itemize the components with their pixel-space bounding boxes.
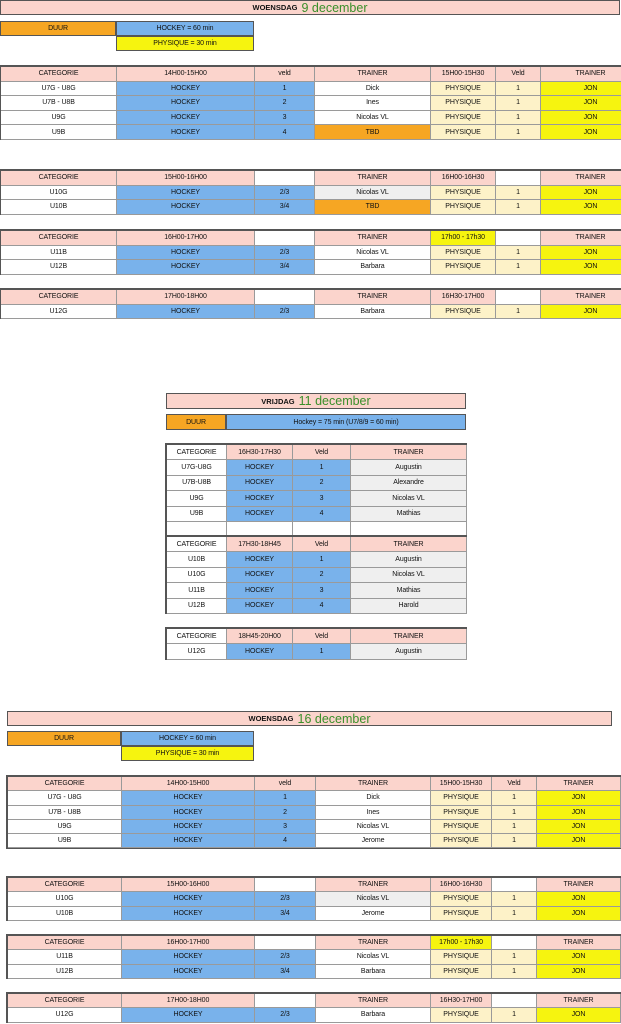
- section2-table-3: [166, 628, 466, 659]
- table-header-cell: TRAINER: [316, 936, 431, 950]
- table-cell: 1: [492, 892, 537, 906]
- table-cell: Augustin: [351, 460, 467, 475]
- table-header-cell: Veld: [293, 537, 351, 552]
- section2-title-bar: [166, 393, 466, 409]
- table-cell: 1: [492, 806, 537, 820]
- table-header-cell: veld: [255, 777, 316, 791]
- table-cell: TBD: [315, 200, 431, 215]
- table-cell: TBD: [315, 125, 431, 140]
- table-cell: HOCKEY: [122, 907, 255, 921]
- table-cell: 2: [255, 806, 316, 820]
- table-cell: 1: [492, 907, 537, 921]
- table-header-cell: 16H30-17H00: [431, 290, 496, 305]
- table-header-cell: CATEGORIE: [167, 629, 227, 644]
- table-cell: HOCKEY: [227, 460, 293, 475]
- table-cell: 1: [496, 96, 541, 111]
- section1-date: 9 december: [301, 0, 368, 15]
- table-cell: Ines: [316, 806, 431, 820]
- section2-table-1: [166, 444, 466, 536]
- table-cell: 1: [492, 950, 537, 964]
- table-header-cell: 17H00-18H00: [122, 994, 255, 1008]
- table-cell: Alexandre: [351, 476, 467, 491]
- table-cell: 1: [293, 644, 351, 659]
- table-cell: HOCKEY: [122, 892, 255, 906]
- section2-hockey-duration: Hockey = 75 min (U7/8/9 = 60 min): [226, 414, 466, 430]
- table-header-cell: 15H00-16H00: [117, 171, 255, 186]
- table-header-cell: CATEGORIE: [167, 537, 227, 552]
- table-header-cell: [492, 936, 537, 950]
- table-cell: PHYSIQUE: [431, 965, 492, 979]
- table-cell: 2: [255, 96, 315, 111]
- table-cell: Nicolas VL: [315, 111, 431, 126]
- table-header-cell: [255, 994, 316, 1008]
- table-cell: U12G: [167, 644, 227, 659]
- table-cell: PHYSIQUE: [431, 806, 492, 820]
- section1-table-1: [0, 66, 621, 139]
- table-header-cell: TRAINER: [316, 878, 431, 892]
- table-header-cell: CATEGORIE: [8, 878, 122, 892]
- table-cell: JON: [541, 111, 621, 126]
- table-header-cell: TRAINER: [537, 777, 621, 791]
- table-header-cell: TRAINER: [541, 171, 621, 186]
- section3-physique-duration: PHYSIQUE = 30 min: [121, 746, 254, 761]
- table-cell: PHYSIQUE: [431, 246, 496, 261]
- table-cell: 4: [293, 599, 351, 614]
- table-cell: PHYSIQUE: [431, 260, 496, 275]
- table-cell: JON: [541, 260, 621, 275]
- table-cell: HOCKEY: [117, 96, 255, 111]
- table-cell: HOCKEY: [122, 820, 255, 834]
- table-cell: 3/4: [255, 200, 315, 215]
- section3-hockey-duration: HOCKEY = 60 min: [121, 731, 254, 746]
- table-header-cell: 16H00-17H00: [117, 231, 255, 246]
- table-cell: 1: [496, 305, 541, 320]
- table-cell: HOCKEY: [117, 125, 255, 140]
- table-cell: 4: [255, 834, 316, 848]
- table-header-cell: 15H00-15H30: [431, 777, 492, 791]
- table-cell: HOCKEY: [227, 599, 293, 614]
- table-header-cell: 16H00-17H00: [122, 936, 255, 950]
- table-header-cell: Veld: [293, 629, 351, 644]
- table-cell: PHYSIQUE: [431, 907, 492, 921]
- section2-table-2: [166, 536, 466, 613]
- table-cell: PHYSIQUE: [431, 834, 492, 848]
- table-header-cell: CATEGORIE: [1, 171, 117, 186]
- table-header-cell: TRAINER: [315, 67, 431, 82]
- section1-table-4: [0, 289, 621, 318]
- table-header-cell: 17h00 - 17h30: [431, 231, 496, 246]
- table-cell: JON: [537, 834, 621, 848]
- table-header-cell: [492, 994, 537, 1008]
- table-header-cell: [255, 290, 315, 305]
- table-cell: PHYSIQUE: [431, 111, 496, 126]
- table-header-cell: 16H00-16H30: [431, 878, 492, 892]
- table-cell: U7B - U8B: [1, 96, 117, 111]
- table-cell: HOCKEY: [117, 200, 255, 215]
- table-cell: 1: [492, 1008, 537, 1022]
- table-cell: U7B - U8B: [8, 806, 122, 820]
- table-cell: JON: [537, 820, 621, 834]
- table-header-cell: TRAINER: [541, 231, 621, 246]
- table-cell: 4: [293, 507, 351, 522]
- table-cell: Mathias: [351, 507, 467, 522]
- table-cell: PHYSIQUE: [431, 200, 496, 215]
- table-cell: 1: [293, 460, 351, 475]
- table-cell: HOCKEY: [227, 583, 293, 598]
- table-header-cell: 14H00-15H00: [122, 777, 255, 791]
- table-header-cell: [492, 878, 537, 892]
- table-cell: 1: [255, 791, 316, 805]
- table-cell: PHYSIQUE: [431, 96, 496, 111]
- table-cell: HOCKEY: [117, 82, 255, 97]
- table-cell: PHYSIQUE: [431, 82, 496, 97]
- table-cell: U12B: [167, 599, 227, 614]
- table-cell: Nicolas VL: [316, 892, 431, 906]
- table-cell: JON: [541, 125, 621, 140]
- section2-day: VRIJDAG: [261, 396, 295, 406]
- table-cell: U11B: [167, 583, 227, 598]
- table-cell: JON: [537, 1008, 621, 1022]
- table-cell: JON: [537, 907, 621, 921]
- table-cell: U12B: [1, 260, 117, 275]
- table-header-cell: 15H00-16H00: [122, 878, 255, 892]
- table-cell: Nicolas VL: [351, 568, 467, 583]
- table-cell: Nicolas VL: [316, 820, 431, 834]
- table-header-cell: CATEGORIE: [167, 445, 227, 460]
- table-header-cell: [255, 878, 316, 892]
- table-cell: 2/3: [255, 186, 315, 201]
- table-cell: HOCKEY: [227, 568, 293, 583]
- table-cell: 3/4: [255, 260, 315, 275]
- table-cell: U10G: [167, 568, 227, 583]
- table-cell: 3: [255, 111, 315, 126]
- table-cell: HOCKEY: [227, 491, 293, 506]
- table-header-cell: TRAINER: [351, 445, 467, 460]
- table-header-cell: 16H00-16H30: [431, 171, 496, 186]
- table-cell: Barbara: [315, 260, 431, 275]
- table-cell: 1: [492, 791, 537, 805]
- table-cell: Nicolas VL: [315, 246, 431, 261]
- table-cell: U12B: [8, 965, 122, 979]
- table-cell: U7B-U8B: [167, 476, 227, 491]
- table-header-cell: 17H30-18H45: [227, 537, 293, 552]
- table-cell: Nicolas VL: [315, 186, 431, 201]
- table-cell: HOCKEY: [227, 552, 293, 567]
- table-header-cell: CATEGORIE: [1, 67, 117, 82]
- table-cell: U10B: [167, 552, 227, 567]
- table-cell: 2/3: [255, 1008, 316, 1022]
- table-header-cell: [496, 171, 541, 186]
- section3-table-4: [7, 993, 620, 1022]
- section1-duur-label: DUUR: [0, 21, 116, 36]
- table-cell: Dick: [315, 82, 431, 97]
- table-header-cell: Veld: [492, 777, 537, 791]
- table-cell: PHYSIQUE: [431, 950, 492, 964]
- table-cell: 1: [496, 200, 541, 215]
- table-cell: 3/4: [255, 965, 316, 979]
- table-cell: U9B: [8, 834, 122, 848]
- table-header-cell: TRAINER: [351, 537, 467, 552]
- table-cell: JON: [541, 186, 621, 201]
- table-cell: PHYSIQUE: [431, 791, 492, 805]
- table-cell: 1: [492, 834, 537, 848]
- table-header-cell: CATEGORIE: [8, 777, 122, 791]
- table-cell: 4: [255, 125, 315, 140]
- table-header-cell: CATEGORIE: [1, 231, 117, 246]
- table-cell: JON: [541, 96, 621, 111]
- table-cell: 2/3: [255, 246, 315, 261]
- table-cell: HOCKEY: [122, 950, 255, 964]
- table-header-cell: TRAINER: [351, 629, 467, 644]
- table-header-cell: veld: [255, 67, 315, 82]
- table-cell: U10B: [1, 200, 117, 215]
- table-cell: Mathias: [351, 583, 467, 598]
- table-header-cell: TRAINER: [315, 171, 431, 186]
- table-header-cell: [496, 290, 541, 305]
- table-header-cell: [496, 231, 541, 246]
- table-cell: 3: [293, 491, 351, 506]
- table-header-cell: [255, 171, 315, 186]
- table-cell: JON: [541, 82, 621, 97]
- table-cell: HOCKEY: [117, 186, 255, 201]
- table-cell: HOCKEY: [227, 476, 293, 491]
- table-cell: HOCKEY: [227, 507, 293, 522]
- table-cell: JON: [537, 892, 621, 906]
- table-cell: JON: [541, 246, 621, 261]
- table-header-cell: 15H00-15H30: [431, 67, 496, 82]
- table-cell: HOCKEY: [227, 644, 293, 659]
- table-header-cell: Veld: [293, 445, 351, 460]
- table-cell: HOCKEY: [117, 305, 255, 320]
- table-header-cell: 16H30-17H00: [431, 994, 492, 1008]
- section1-title-bar: [0, 0, 620, 15]
- section3-table-1: [7, 776, 620, 848]
- table-cell: U9G: [8, 820, 122, 834]
- section1-day: WOENSDAG: [252, 3, 298, 12]
- table-cell: JON: [537, 965, 621, 979]
- table-cell: HOCKEY: [117, 246, 255, 261]
- table-header-cell: 14H00-15H00: [117, 67, 255, 82]
- table-cell: 1: [496, 186, 541, 201]
- table-cell: Nicolas VL: [351, 491, 467, 506]
- table-cell: Jerome: [316, 907, 431, 921]
- table-cell: Barbara: [315, 305, 431, 320]
- table-cell: JON: [541, 200, 621, 215]
- table-cell: Augustin: [351, 552, 467, 567]
- table-cell: Dick: [316, 791, 431, 805]
- table-cell: 1: [496, 125, 541, 140]
- table-header-cell: 17h00 - 17h30: [431, 936, 492, 950]
- table-cell: 1: [492, 965, 537, 979]
- table-cell: HOCKEY: [122, 1008, 255, 1022]
- section3-table-2: [7, 877, 620, 920]
- table-cell: U10G: [8, 892, 122, 906]
- table-header-cell: TRAINER: [537, 878, 621, 892]
- table-cell: U12G: [1, 305, 117, 320]
- table-cell: Barbara: [316, 1008, 431, 1022]
- table-cell: Harold: [351, 599, 467, 614]
- table-cell: 1: [496, 111, 541, 126]
- table-cell: HOCKEY: [122, 965, 255, 979]
- table-cell: 1: [293, 552, 351, 567]
- table-cell: JON: [537, 950, 621, 964]
- table-header-cell: CATEGORIE: [1, 290, 117, 305]
- table-header-cell: TRAINER: [541, 290, 621, 305]
- table-cell: PHYSIQUE: [431, 305, 496, 320]
- table-cell: 1: [496, 82, 541, 97]
- table-cell: Barbara: [316, 965, 431, 979]
- table-cell: 2/3: [255, 950, 316, 964]
- table-header-cell: Veld: [496, 67, 541, 82]
- table-cell: 2/3: [255, 892, 316, 906]
- section1-hockey-duration: HOCKEY = 60 min: [116, 21, 254, 36]
- table-cell: U9B: [1, 125, 117, 140]
- table-cell: U12G: [8, 1008, 122, 1022]
- table-header-cell: CATEGORIE: [8, 994, 122, 1008]
- section3-date: 16 december: [297, 711, 371, 726]
- table-cell: PHYSIQUE: [431, 820, 492, 834]
- section3-title-bar: [7, 711, 612, 726]
- table-cell: U11B: [1, 246, 117, 261]
- table-cell: HOCKEY: [122, 834, 255, 848]
- table-header-cell: 16H30-17H30: [227, 445, 293, 460]
- section2-date: 11 december: [298, 394, 371, 408]
- table-header-cell: TRAINER: [541, 67, 621, 82]
- table-cell: U9G: [167, 491, 227, 506]
- table-cell: 1: [496, 246, 541, 261]
- table-header-cell: TRAINER: [316, 777, 431, 791]
- table-cell: JON: [541, 305, 621, 320]
- table-cell: 1: [496, 260, 541, 275]
- section3-duur-label: DUUR: [7, 731, 121, 746]
- table-cell: U9B: [167, 507, 227, 522]
- section3-table-3: [7, 935, 620, 978]
- table-cell: Jerome: [316, 834, 431, 848]
- table-cell: U7G-U8G: [167, 460, 227, 475]
- section3-day: WOENSDAG: [248, 714, 294, 723]
- table-cell: 2: [293, 568, 351, 583]
- section1-table-3: [0, 230, 621, 274]
- table-cell: U10G: [1, 186, 117, 201]
- table-cell: 2/3: [255, 305, 315, 320]
- table-cell: JON: [537, 791, 621, 805]
- table-cell: 3: [293, 583, 351, 598]
- table-cell: PHYSIQUE: [431, 1008, 492, 1022]
- table-cell: Augustin: [351, 644, 467, 659]
- table-cell: U11B: [8, 950, 122, 964]
- section1-table-2: [0, 170, 621, 214]
- table-cell: 1: [255, 82, 315, 97]
- table-cell: Ines: [315, 96, 431, 111]
- table-cell: PHYSIQUE: [431, 186, 496, 201]
- table-cell: HOCKEY: [117, 260, 255, 275]
- table-header-cell: TRAINER: [316, 994, 431, 1008]
- table-cell: 2: [293, 476, 351, 491]
- table-cell: HOCKEY: [122, 791, 255, 805]
- table-cell: HOCKEY: [122, 806, 255, 820]
- table-header-cell: TRAINER: [537, 936, 621, 950]
- section1-physique-duration: PHYSIQUE = 30 min: [116, 36, 254, 51]
- table-header-cell: TRAINER: [315, 231, 431, 246]
- table-header-cell: [255, 936, 316, 950]
- table-cell: U7G - U8G: [1, 82, 117, 97]
- table-header-cell: CATEGORIE: [8, 936, 122, 950]
- table-cell: JON: [537, 806, 621, 820]
- table-cell: PHYSIQUE: [431, 125, 496, 140]
- table-cell: U10B: [8, 907, 122, 921]
- table-cell: U7G - U8G: [8, 791, 122, 805]
- table-header-cell: 17H00-18H00: [117, 290, 255, 305]
- table-cell: HOCKEY: [117, 111, 255, 126]
- table-cell: U9G: [1, 111, 117, 126]
- table-cell: Nicolas VL: [316, 950, 431, 964]
- table-cell: 3/4: [255, 907, 316, 921]
- section2-duur-label: DUUR: [166, 414, 226, 430]
- table-header-cell: TRAINER: [537, 994, 621, 1008]
- table-header-cell: 18H45-20H00: [227, 629, 293, 644]
- table-header-cell: TRAINER: [315, 290, 431, 305]
- table-cell: PHYSIQUE: [431, 892, 492, 906]
- table-header-cell: [255, 231, 315, 246]
- table-cell: 1: [492, 820, 537, 834]
- table-cell: 3: [255, 820, 316, 834]
